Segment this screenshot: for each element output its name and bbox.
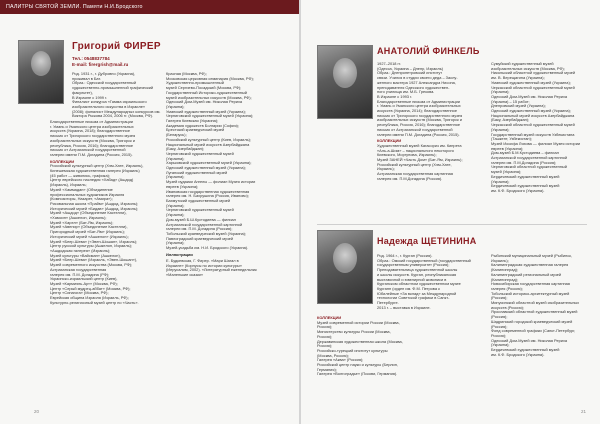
text-line: Павлоградский краеведческий музей bbox=[166, 235, 234, 241]
artist-phone: Тел.: 0548837784 bbox=[72, 56, 110, 61]
text-line: Галерея «Аква» (Россия); bbox=[317, 357, 364, 363]
text-line: Исторический музей «Бидав» (Ашдод, Израиль); bbox=[50, 205, 139, 211]
text-line: галереи им. П.М.Догадина (Россия); bbox=[491, 159, 557, 165]
text-line: (Баку, Азербайджан); bbox=[491, 117, 530, 123]
text-line: Государственный музей искусств Узбекистана bbox=[491, 131, 575, 137]
text-line: профессиональных художников Израиля bbox=[50, 191, 125, 197]
text-line: (Украина); bbox=[166, 103, 185, 109]
text-line: Россия); bbox=[317, 343, 333, 349]
text-line: (Украина); bbox=[166, 240, 185, 246]
text-line: Род. 1931 г., г. Дубровно (Украина), bbox=[72, 71, 136, 76]
artist2-column-2 bbox=[491, 254, 593, 357]
text-line: Государственный Историко-художественный bbox=[166, 89, 247, 95]
text-line: галерея им. П.М.Догадина (Россия). bbox=[377, 175, 443, 181]
artist2-collections bbox=[317, 314, 427, 377]
text-line: Курганском областном художественном музее bbox=[377, 281, 461, 287]
text-line: Образ.: Омский государственный (государственный bbox=[377, 257, 471, 263]
text-line: Музей «Ашдод» (Объединение Кастелли), bbox=[50, 210, 127, 216]
artist-email[interactable]: E-mail: firergrish@mail.ru bbox=[72, 62, 129, 67]
text-line: Образ.: Днепропетровский институт bbox=[377, 70, 443, 76]
text-line: Исторический музей «Ашкелон» (Израиль); bbox=[50, 233, 129, 239]
text-line: Дом-музей Б.Ш.Кустодиева — филиал bbox=[166, 216, 236, 222]
text-line: Астраханская государственная картинная bbox=[377, 171, 453, 177]
text-line: г. Умань и Уманского центра изобразительных bbox=[377, 103, 461, 109]
text-line: Днепровский музей (Украина); bbox=[491, 103, 546, 109]
text-line: искусств (Украина, 2014); благодарственное bbox=[377, 108, 458, 114]
text-line: Россия); bbox=[317, 333, 333, 339]
text-line: Московская церковная семинария (Москва, РФ); bbox=[166, 75, 254, 81]
text-line: Российский культурный центр (Хэм-Хате, Израиль), bbox=[50, 163, 144, 169]
artist1-name: АНАТОЛИЙ ФИНКЕЛЬ bbox=[377, 46, 480, 56]
text-line: Род. 1964 г., г. Курган (Россия). bbox=[377, 253, 433, 258]
artist-bio bbox=[72, 72, 172, 119]
text-line: «Маленькие сказки» bbox=[166, 272, 204, 278]
text-line: евреев (Украина); bbox=[166, 183, 199, 189]
text-line: Украинско-израильский центр (Киев), bbox=[50, 276, 118, 282]
text-line: связи. Учился в студии своего деда – Заслу- bbox=[377, 75, 458, 81]
text-line: (Украина); bbox=[166, 174, 185, 180]
artist-portrait-photo bbox=[18, 40, 64, 104]
text-line: (Украина); bbox=[491, 89, 510, 95]
text-line: Музей ЗАНЕЙ «Часть Дом» (Бат-Ям, Израиль); bbox=[377, 157, 463, 163]
text-line: музей изобразительных искусств (Москва, РФ); bbox=[166, 94, 252, 100]
text-line: Тобольский краеведческий музей (Украина); bbox=[166, 230, 247, 236]
text-line: Новосибирская государственная картинная bbox=[491, 281, 570, 287]
text-line: Калининградский региональный музей bbox=[491, 271, 562, 277]
text-line: Красная (Москва, РФ); bbox=[166, 71, 207, 76]
portrait-face bbox=[333, 58, 357, 88]
text-line: Национальный музей искусств Азербайджана bbox=[491, 112, 575, 118]
text-line: Дом-музей Б.М.Кустодиева – филиал bbox=[491, 150, 559, 156]
text-line: Шадринский городской краеведческий музей bbox=[491, 318, 573, 324]
text-line: Германия); bbox=[317, 366, 337, 372]
text-line: Образ.: Одесский государственный bbox=[72, 80, 136, 86]
artist-contacts bbox=[72, 56, 128, 68]
artist2-bio bbox=[377, 254, 487, 310]
text-line: Благодарственные письма от Администрации bbox=[50, 119, 133, 124]
text-line: Благодарственные письма от Администрации bbox=[377, 98, 460, 104]
left-column-2 bbox=[166, 72, 282, 278]
text-line: Калининградская художественная галерея bbox=[491, 262, 569, 268]
text-line: Центр «Синагога» (Москва, РФ); bbox=[50, 290, 109, 296]
text-line: республика, Россия, 2016); благодарственное bbox=[377, 122, 461, 128]
text-line: (Россия); bbox=[491, 323, 508, 329]
text-line: Минусинский областной музей изобразительных bbox=[491, 300, 580, 306]
text-line: письмо от Тригорского государственного музея bbox=[377, 112, 463, 118]
text-line: Израиль); bbox=[377, 166, 395, 172]
text-line: Никольский областной художественный музей bbox=[491, 70, 576, 76]
section-divider bbox=[317, 224, 587, 225]
text-line: Национальный музей искусств Азербайджана bbox=[166, 141, 250, 147]
text-line: (Одесса, Украина – Днепр, Израиль) bbox=[377, 65, 444, 71]
text-line: Одесский художественный музей (Украина); bbox=[166, 165, 246, 171]
text-line: Российский культурный центр (Киев, Израиль); bbox=[166, 136, 251, 142]
text-line: письмо от Тригорского государственного музея bbox=[50, 133, 136, 139]
text-line: Рыбинский муниципальный музей (Рыбинск, bbox=[491, 253, 572, 258]
left-page bbox=[0, 0, 299, 424]
text-line: (45 работ — живопись, графика); bbox=[50, 172, 110, 178]
text-line: Уманский художественный музей (Украина); bbox=[166, 108, 246, 114]
text-line: г. Умань и Уманского центра изобразительных bbox=[50, 123, 134, 129]
text-line: (Калининград); bbox=[491, 276, 519, 282]
text-line: Харьковский художественный музей (Украина); bbox=[166, 160, 252, 166]
text-line: художественно-промышленной графический bbox=[72, 85, 154, 91]
artist-portrait-photo-1 bbox=[317, 45, 373, 119]
text-line: Черкасский областной художественный музей bbox=[491, 84, 575, 90]
text-line: Сумуйский художественный музей bbox=[491, 61, 554, 66]
illustrations-heading: Иллюстрации bbox=[166, 252, 193, 258]
text-line: Е. Будкевская, Г. Фирер. «Мари Шагал в bbox=[166, 257, 239, 263]
text-line: Финалист конкурса «Гамма израильского bbox=[72, 99, 147, 105]
text-line: изобразительного искусства в Израиле» bbox=[72, 103, 146, 109]
text-line: галереи имени П.М. Догадина (Россия, 2015). bbox=[377, 131, 460, 137]
text-line: (Израиль), Израиль; bbox=[50, 182, 87, 188]
text-line: Кинешемская художественная галерея (Израиль) bbox=[50, 168, 140, 174]
text-line: искусств (Россия); bbox=[491, 304, 525, 310]
text-line: выставочной и ювелирной живописи в bbox=[377, 276, 447, 282]
text-line: изобразительных искусств (Москва, Тригорск и bbox=[377, 117, 462, 123]
text-line: Музей «Хаммадан» (Объединение bbox=[50, 186, 113, 192]
text-line: (Композиторы, Назарет, «Амира»); bbox=[50, 196, 113, 202]
text-line: Российско-турецкий институт культуры bbox=[317, 347, 388, 353]
text-line: Луганский художественный музей bbox=[166, 169, 228, 175]
artist-name: Григорий ФИРЕР bbox=[72, 41, 161, 52]
text-line: Одесский Дом-Музей им. Николая Рериха bbox=[491, 337, 568, 343]
text-line: Израиле» (Корпусы по истории культуры» bbox=[166, 262, 242, 268]
text-line: (Украина); bbox=[491, 342, 510, 348]
text-line: Брестский краеведческий музей bbox=[166, 127, 225, 133]
text-line: Одесский Дом-Музей им. Николая Рериха bbox=[166, 99, 243, 105]
collections-heading: КОЛЛЕКЦИИ bbox=[317, 315, 342, 320]
artist-portrait-photo-2 bbox=[317, 230, 373, 304]
text-line: Одесский художественный музей (Украина); bbox=[491, 108, 571, 114]
text-line: Центр русской культуры (Ашкелон, Израиль); bbox=[50, 243, 132, 249]
text-line: Галерея «Волгоградье» (Пскови, Германия). bbox=[317, 371, 398, 377]
text-line: Тобольский историко-архитектурный музей bbox=[491, 290, 570, 296]
text-line: «Аль-а-Шим» – национального некоторого bbox=[377, 147, 454, 153]
text-line: письмо от Астраханской государственной bbox=[377, 126, 453, 132]
text-line: Астраханской государственной картинной bbox=[491, 155, 568, 161]
text-line: письмо от Астраханской государственной bbox=[50, 147, 126, 153]
text-line: Одесский Дом-Музей им. Николая Рериха bbox=[491, 93, 568, 99]
text-line: Черниговский художественный музей bbox=[166, 150, 234, 156]
text-line: Центр «Серый мудрец-аббат» (Москва, РФ); bbox=[50, 285, 131, 291]
running-head: ПАЛИТРЫ СВЯТОЙ ЗЕМЛИ. Памяти Н.И.Бродского bbox=[0, 0, 299, 14]
text-line: (Украина); bbox=[166, 212, 185, 218]
page-number-right: 21 bbox=[580, 409, 586, 414]
text-line: Музей «Беер-Шева» («Эвен-Шошан», Израиль); bbox=[50, 238, 138, 244]
text-line: Музей культуры «Вайсман» (Ашкелон), bbox=[50, 252, 121, 258]
text-line: Курганн (орден им. Ф.М. Петрова к bbox=[377, 285, 440, 291]
text-line: Израиль); bbox=[491, 257, 509, 263]
text-line: искусств (Украина, 2018); благодарственное bbox=[50, 128, 131, 134]
text-line: (Украина); bbox=[166, 202, 185, 208]
text-line: Преподавательница художественной школы bbox=[377, 267, 458, 273]
text-line: Астраханская государственная bbox=[50, 266, 107, 272]
artist2-name: Надежда ЩЕТИНИНА bbox=[377, 236, 477, 246]
text-line: им. В. Верещагина (Украина); bbox=[491, 75, 545, 81]
text-line: (Москва, Россия); bbox=[317, 352, 349, 358]
text-line: галереи им. П.М. Догадина (Россия); bbox=[166, 226, 233, 232]
artist1-bio bbox=[377, 62, 485, 182]
text-line: факультет), bbox=[72, 89, 93, 95]
text-line: Черниговский областной художественный bbox=[491, 164, 567, 170]
text-line: Музей современной истории России (Москва, bbox=[317, 319, 400, 325]
text-line: музей (Украина); bbox=[491, 169, 522, 175]
collections-heading: КОЛЛЕКЦИИ bbox=[50, 158, 75, 164]
text-line: Астраханской государственной картинной bbox=[166, 221, 243, 227]
text-line: Художественный музей Кагасориз им. Кипрета bbox=[377, 142, 462, 148]
text-line: галерея им. Н. Бахрушина (Россия, Иваново); bbox=[166, 193, 249, 199]
text-line: (Беларусь); bbox=[166, 132, 187, 138]
text-line: Центр еврейского наследия «Хабад» (Ашдод) bbox=[50, 177, 134, 183]
text-line: Юбилейные «За вклад» за Международной bbox=[377, 290, 457, 296]
portrait-face bbox=[31, 51, 51, 76]
text-line: «Ашдодская галерея» (Израиль); bbox=[50, 247, 111, 253]
text-line: ного училища им. М.Б. Грекова. bbox=[377, 89, 435, 95]
text-line: технологии Советской графики в Санкт- bbox=[377, 295, 450, 301]
text-line: галерея им. П.М. Догадина (РФ); bbox=[50, 271, 110, 277]
text-line: государственным университет (Россия); bbox=[377, 262, 450, 268]
text-line: изобразительных искусств (Москва, Тригорск и bbox=[50, 137, 135, 143]
text-line: галерея (Россия); bbox=[491, 285, 523, 291]
text-line: Россия); bbox=[317, 324, 333, 330]
text-line: (Украина); bbox=[491, 178, 510, 184]
text-line: Петербурге. bbox=[377, 300, 399, 306]
text-line: (Украина); bbox=[166, 155, 185, 161]
text-line: Бердичевский художественный музей bbox=[491, 173, 560, 179]
text-line: Пригородный музей «Бат-Ям» (Израиль); bbox=[50, 229, 125, 235]
text-line: Бахмутский художественный музей bbox=[166, 197, 231, 203]
page-number-left: 20 bbox=[34, 409, 40, 414]
text-line: Еврейская община Израиля (Израиль, РФ); bbox=[50, 295, 129, 301]
text-line: им. К.Ф. Бродского (Украина). bbox=[491, 351, 545, 357]
text-line: и школы искусств. Курган, республиканская bbox=[377, 271, 457, 277]
text-line: им. К.Ф. Бродского (Украина). bbox=[491, 187, 545, 193]
text-line: женного мастера 1927 Александра Нисона, bbox=[377, 79, 456, 85]
text-line: (Баку, Азербайджан); bbox=[166, 146, 205, 152]
collections-heading: КОЛЛЕКЦИИ bbox=[377, 138, 402, 144]
text-line: (Калининград); bbox=[491, 267, 519, 273]
text-line: Бердичевский художественный музей bbox=[491, 347, 560, 353]
text-line: Виктора Рыжова 2004, 2006 гг. (Москва, РФ). bbox=[72, 113, 153, 119]
text-line: В Израиле с 1993 г. bbox=[377, 93, 413, 99]
text-line: (Украина); bbox=[491, 126, 510, 132]
text-line: 1927–2018 гг. bbox=[377, 61, 401, 66]
text-line: Черкасский областной художественный музей bbox=[491, 122, 575, 128]
text-line: (Иерусалим, 2002). «Литературный еженедельник bbox=[166, 267, 257, 273]
artist1-column-2 bbox=[491, 62, 593, 194]
text-line: (Ташкент, Узбекистан); bbox=[491, 136, 532, 142]
text-line: Черниговский художественный музей (Украина); bbox=[166, 113, 254, 119]
text-line: Уманский художественный музей (Украина); bbox=[491, 79, 571, 85]
text-line: республика, Россия, 2016); благодарственное bbox=[50, 142, 134, 148]
text-line: Министерство культуры России (Москва, bbox=[317, 329, 391, 335]
text-line: Музей иудаики Ангелы — филиал Музея истории bbox=[166, 179, 256, 185]
text-line: Галерея Киевская (Украина); bbox=[166, 118, 219, 124]
text-line: (Украина) – 15 работ; bbox=[491, 98, 530, 104]
text-line: изобразительных искусств (Москва, РФ); bbox=[491, 65, 565, 71]
text-line: Киевского, Моргунова, Израиль); bbox=[377, 152, 437, 158]
text-line: Музей «Беер-Шева» (Израиль, «Эвен-Шошан»), bbox=[50, 257, 138, 263]
text-line: Ярославский областной художественный музей bbox=[491, 309, 578, 315]
text-line: (Россия); bbox=[491, 314, 508, 320]
text-line: Черниговский художественный музей bbox=[166, 207, 234, 213]
text-line: Художественно-промышленный bbox=[166, 80, 224, 86]
portrait-face bbox=[333, 243, 357, 273]
text-line: «Хамсин» (Ашкелон, Израиль); bbox=[50, 215, 107, 221]
text-line: Фонд современной графики (Санкт-Петербург, bbox=[491, 328, 576, 334]
text-line: Музей современного искусства (Москва, РФ); bbox=[50, 262, 133, 268]
text-line: музей Сергиево-Посадский (Москва, РФ); bbox=[166, 85, 242, 91]
left-column-1 bbox=[50, 120, 158, 305]
text-line: Россия); bbox=[491, 332, 507, 338]
text-line: Музей «Авенир» (Объединение Кастелли), bbox=[50, 224, 128, 230]
text-line: Бердичевский художественный музей bbox=[491, 183, 560, 189]
text-line: Музей «Кармиэль-Арт» (Москва, РФ); bbox=[50, 280, 118, 286]
text-line: Музей-усадьба им. Н.И. Бродского (Украина). bbox=[166, 245, 249, 251]
text-line: Музей «Харел» (Бат-Ям, Израиль); bbox=[50, 219, 114, 225]
text-line: Российский центр науки и культуры (Берлин, bbox=[317, 362, 398, 368]
right-page bbox=[301, 0, 600, 424]
text-line: Державинская художественная школа (Москва, bbox=[317, 338, 403, 344]
text-line: В Израиле с 1999 г. bbox=[72, 94, 108, 100]
text-line: проживал в Бат. bbox=[72, 75, 101, 81]
text-line: 2013 г. – выставка в Израиле. bbox=[377, 304, 431, 310]
text-line: (Россия); bbox=[491, 295, 508, 301]
text-line: Музей Иосифа Ляхова — филиал Музея истории bbox=[491, 140, 581, 146]
text-line: (2008); финалист Международных конкурсов им. bbox=[72, 108, 161, 114]
text-line: Российский культурный центр (Хэм-Хате, bbox=[377, 161, 452, 167]
text-line: евреев (Украина); bbox=[491, 145, 524, 151]
text-line: галереи имени П.М. Догадина (Россия, 2015). bbox=[50, 151, 133, 157]
text-line: Культурно-религиозный музей центр по «Часть». bbox=[50, 299, 139, 305]
text-line: Академия художеств Болгарии (София); bbox=[166, 122, 239, 128]
text-line: Рисовальная школа «Прайм» (Ашдод, Израиль); bbox=[50, 200, 139, 206]
text-line: Ивановская государственная художественная bbox=[166, 188, 250, 194]
text-line: преподавателя Одесского художествен- bbox=[377, 84, 450, 90]
